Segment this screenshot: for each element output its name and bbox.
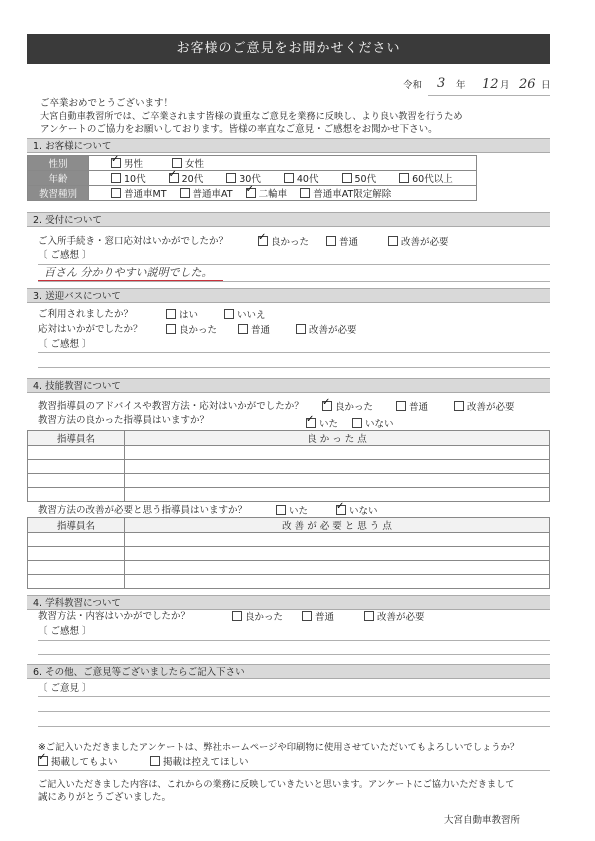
age-10s-option[interactable]: 10代 (111, 171, 146, 185)
reception-normal-option[interactable]: 普通 (326, 236, 358, 249)
checkbox-icon[interactable] (180, 188, 190, 198)
checkbox-icon[interactable] (111, 158, 121, 168)
section-2-header: 2. 受付について (27, 212, 550, 227)
checkbox-icon[interactable] (352, 418, 362, 428)
other-comment-label: 〔 ご意見 〕 (38, 683, 92, 694)
section-6-header: 6. その他、ご意見等ございましたらご記入下さい (27, 664, 550, 679)
course-at-limit-option[interactable]: 普通車AT限定解除 (300, 186, 391, 200)
table-row (28, 446, 550, 460)
comment-line (38, 654, 550, 655)
checkbox-icon[interactable] (336, 505, 346, 515)
checkbox-icon[interactable] (172, 158, 182, 168)
reception-question: ご入所手続き・窓口応対はいかがでしたか？ (38, 236, 229, 247)
checkbox-icon[interactable] (258, 236, 268, 246)
reception-comment-label: 〔 ご感想 〕 (38, 250, 92, 261)
table-row (28, 474, 550, 488)
classroom-improve-option[interactable]: 改善が必要 (364, 611, 425, 624)
bus-improve-option[interactable]: 改善が必要 (296, 324, 357, 337)
course-motorcycle-option[interactable]: ✓ 二輪車 (246, 186, 288, 200)
checkbox-icon[interactable] (322, 401, 332, 411)
gender-options (89, 156, 477, 171)
comment-line (38, 640, 550, 641)
checkbox-icon[interactable] (226, 173, 236, 183)
checkbox-icon[interactable] (224, 309, 234, 319)
signature: 大宮自動車教習所 (444, 815, 521, 826)
date-day[interactable]: 26 (519, 77, 536, 92)
table-row (28, 575, 550, 589)
date-month[interactable]: 12 (482, 77, 499, 92)
good-instructor-no-option[interactable]: いない (352, 418, 394, 431)
footer-divider (38, 770, 550, 771)
improve-instructor-question: 教習方法の改善が必要と思う指導員はいますか？ (38, 505, 248, 516)
checkbox-icon[interactable] (232, 611, 242, 621)
table-row (28, 460, 550, 474)
age-label: 年齢 (28, 171, 89, 186)
checkbox-icon[interactable] (169, 173, 179, 183)
age-60s-option[interactable]: 60代以上 (399, 171, 453, 185)
checkbox-icon[interactable] (364, 611, 374, 621)
instructor-good-option[interactable]: ✓ 良かった (322, 401, 373, 414)
checkbox-icon[interactable] (276, 505, 286, 515)
table-row (28, 488, 550, 502)
checkbox-icon[interactable] (342, 173, 352, 183)
classroom-comment-label: 〔 ご感想 〕 (38, 626, 92, 637)
intro-line-3: アンケートのご協力をお願いしております。皆様の率直なご意見・ご感想をお聞かせ下さい。 (40, 124, 438, 135)
intro-line-2: 大宮自動車教習所では、ご卒業されます皆様の貴重なご意見を業務に反映し、より良い教習を行うため (40, 111, 463, 122)
good-points-header: 良 か っ た 点 (125, 431, 550, 446)
comment-line (38, 281, 550, 282)
comment-line (38, 711, 550, 712)
good-instructor-yes-option[interactable]: ✓ いた (306, 418, 338, 431)
table-row (28, 561, 550, 575)
reception-comment[interactable]: 百さん 分かりやすい説明でした。 (44, 266, 213, 279)
checkbox-icon[interactable] (150, 756, 160, 766)
instructor-name-header: 指導員名 (28, 518, 125, 533)
checkbox-icon[interactable] (326, 236, 336, 246)
course-at-option[interactable]: 普通車AT (180, 186, 233, 200)
good-instructor-table (27, 430, 550, 502)
age-30s-option[interactable]: 30代 (226, 171, 261, 185)
course-label: 教習種別 (28, 186, 89, 201)
checkbox-icon[interactable] (38, 756, 48, 766)
classroom-question: 教習方法・内容はいかがでしたか？ (38, 611, 191, 622)
comment-line (38, 726, 550, 727)
comment-line (38, 367, 550, 368)
good-instructor-question: 教習方法の良かった指導員はいますか？ (38, 415, 210, 426)
checkbox-icon[interactable] (111, 188, 121, 198)
age-50s-option[interactable]: 50代 (342, 171, 377, 185)
thanks-line-2: 誠にありがとうございました。 (38, 792, 172, 803)
section-3-header: 3. 送迎バスについて (27, 288, 550, 303)
improve-instructor-no-option[interactable]: ✓ いない (336, 505, 378, 518)
date-year-unit: 年 (456, 80, 466, 91)
publish-yes-option[interactable]: ✓掲載してもよい (38, 756, 118, 769)
checkbox-icon[interactable] (396, 401, 406, 411)
improve-instructor-table (27, 517, 550, 589)
checkbox-icon[interactable] (238, 324, 248, 334)
instructor-improve-option[interactable]: 改善が必要 (454, 401, 515, 414)
bus-comment-label: 〔 ご感想 〕 (38, 339, 92, 350)
gender-male-option[interactable]: ✓ 男性 (111, 156, 143, 170)
improve-instructor-yes-option[interactable]: いた (276, 505, 308, 518)
section-1-header: 1. お客様について (27, 138, 550, 153)
classroom-normal-option[interactable]: 普通 (302, 611, 334, 624)
instructor-name-header: 指導員名 (28, 431, 125, 446)
bus-service-question: 応対はいかがでしたか？ (38, 324, 143, 335)
table-row (28, 533, 550, 547)
classroom-good-option[interactable]: 良かった (232, 611, 283, 624)
publish-notice: ※ご記入いただきましたアンケートは、弊社ホームページや印刷物に使用させていただいてもよろしいでしょうか？ (38, 742, 520, 753)
age-options (89, 171, 477, 186)
customer-info-table (27, 155, 477, 201)
date-day-unit: 日 (541, 80, 551, 91)
instructor-normal-option[interactable]: 普通 (396, 401, 428, 414)
gender-label: 性別 (28, 156, 89, 171)
course-mt-option[interactable]: 普通車MT (111, 186, 167, 200)
checkbox-icon[interactable] (306, 418, 316, 428)
comment-line (38, 696, 550, 697)
checkbox-icon[interactable] (284, 173, 294, 183)
table-row (28, 547, 550, 561)
instructor-question: 教習指導員のアドバイスや教習方法・応対はいかがでしたか？ (38, 401, 304, 412)
thanks-line-1: ご記入いただきました内容は、これからの業務に反映していきたいと思います。アンケートにご協力いただきまして (38, 779, 515, 790)
intro-line-1: ご卒業おめでとうございます！ (40, 98, 174, 109)
reception-improve-option[interactable]: 改善が必要 (388, 236, 449, 249)
bus-no-option[interactable]: いいえ (224, 309, 266, 322)
checkbox-icon[interactable] (300, 188, 310, 198)
date-year[interactable]: 3 (437, 76, 446, 91)
checkbox-icon[interactable] (296, 324, 306, 334)
improve-points-header: 改 善 が 必 要 と 思 う 点 (125, 518, 550, 533)
course-options (89, 186, 477, 201)
checkbox-icon[interactable] (166, 324, 176, 334)
date-month-unit: 月 (500, 80, 510, 91)
section-5-header: 4. 学科教習について (27, 595, 550, 610)
checkbox-icon[interactable] (302, 611, 312, 621)
bus-normal-option[interactable]: 普通 (238, 324, 270, 337)
reception-good-option[interactable]: ✓ 良かった (258, 236, 309, 249)
checkbox-icon[interactable] (388, 236, 398, 246)
comment-line (38, 352, 550, 353)
publish-no-option[interactable]: 掲載は控えてほしい (150, 756, 249, 769)
form-title: お客様のご意見をお聞かせください (27, 34, 550, 64)
bus-good-option[interactable]: 良かった (166, 324, 217, 337)
gender-female-option[interactable]: 女性 (172, 156, 204, 170)
bus-usage-question: ご利用されましたか？ (38, 309, 134, 320)
date-underline (428, 95, 550, 96)
checkbox-icon[interactable] (111, 173, 121, 183)
age-20s-option[interactable]: ✓ 20代 (169, 171, 204, 185)
age-40s-option[interactable]: 40代 (284, 171, 319, 185)
checkbox-icon[interactable] (399, 173, 409, 183)
bus-yes-option[interactable]: はい (166, 309, 198, 322)
section-4-header: 4. 技能教習について (27, 378, 550, 393)
checkbox-icon[interactable] (246, 188, 256, 198)
date-prefix: 令和 (403, 80, 423, 91)
checkbox-icon[interactable] (166, 309, 176, 319)
checkbox-icon[interactable] (454, 401, 464, 411)
